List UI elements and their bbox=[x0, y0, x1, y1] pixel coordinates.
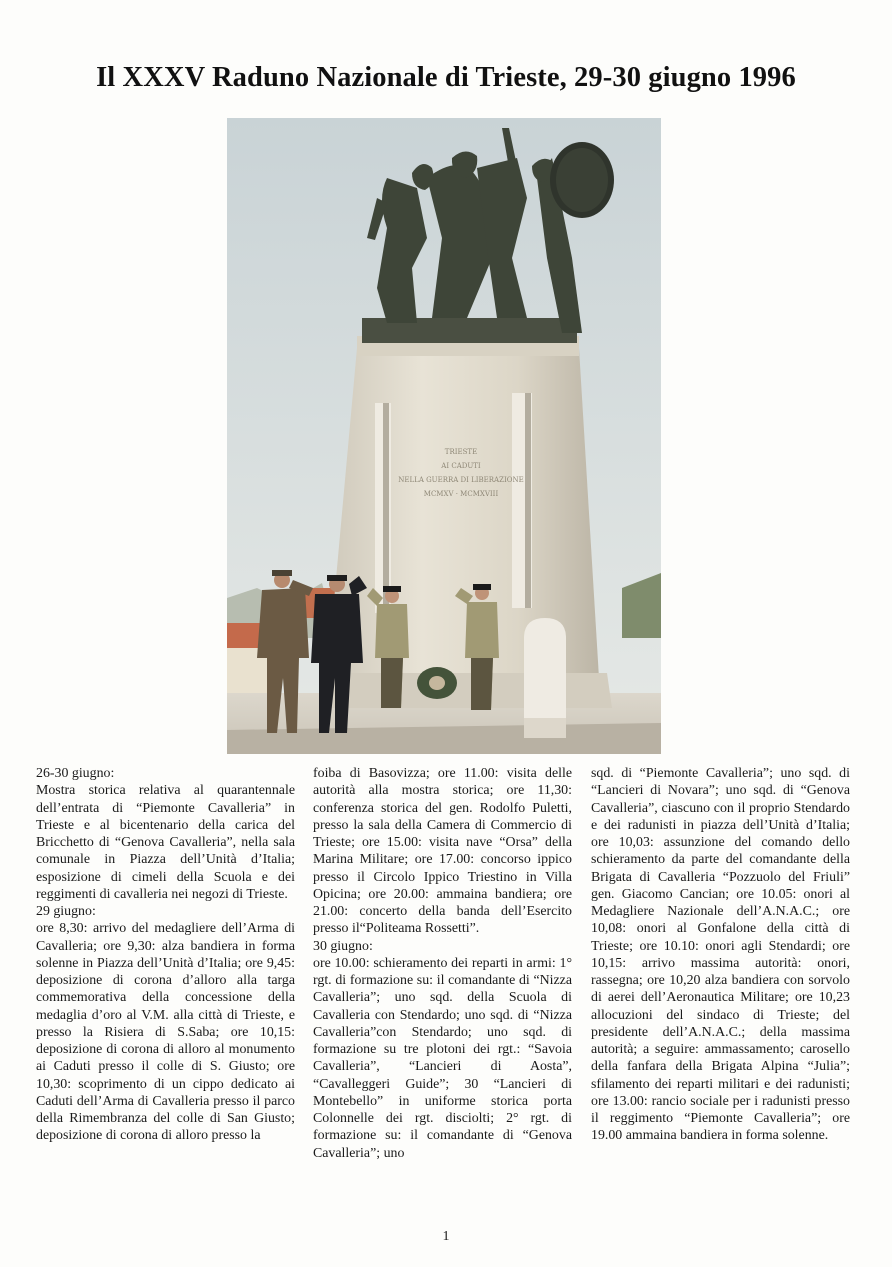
paragraph-29-june-continued: foiba di Basovizza; ore 11.00: visita delle autorità alla mostra storica; ore 11,30: conferenza storica del gen. Rodolfo Puletti, presso la sala della Camera di Commercio di Trieste; ore 15.00: visita nave “Orsa” della Marina Militare; ore 17.00: concorso ippico presso il Circolo Ippico Triestino in Villa Opicina; ore 20.00: ammaina bandiera; ore 21.00: concerto della banda dell’Esercito presso il“Politeama Rossetti”. bbox=[313, 766, 572, 937]
text-column-3 bbox=[591, 765, 850, 1145]
date-heading-30-june: 30 giugno: bbox=[313, 938, 373, 954]
war-memorial-photo bbox=[227, 118, 661, 754]
text-column-1 bbox=[36, 765, 295, 1145]
inscription-line: MCMXV · MCMXVIII bbox=[423, 490, 499, 498]
text-column-2 bbox=[313, 765, 572, 1162]
paragraph-29-june-program: ore 8,30: arrivo del medagliere dell’Arma di Cavalleria; ore 9,30: alza bandiera in forma solenne in Piazza dell’Unità d’Italia; ore 9,45: deposizione di corona d’alloro alla targa commemorativa della concessione della medaglia d’oro al V.M. alla città di Trieste, e presso la Risiera di S.Saba; ore 10,15: deposizione di corona di alloro al monumento ai Caduti presso il colle di S. Giusto; ore 10,30: scoprimento di un cippo dedicato ai Caduti dell’Arma di Cavalleria presso il parco della Rimembranza del colle di San Giusto; deposizione di corona di alloro presso la bbox=[36, 921, 295, 1144]
inscription-line: AI CADUTI bbox=[441, 462, 481, 470]
date-heading-26-30-june: 26-30 giugno: bbox=[36, 766, 115, 781]
photo-illustration bbox=[227, 118, 661, 754]
page-number: 1 bbox=[442, 1229, 450, 1244]
paragraph-30-june-continued: sqd. di “Piemonte Cavalleria”; uno sqd. di “Lancieri di Novara”; uno sqd. di “Genova Cavalleria”, ciascuno con il proprio Stendardo e dei radunisti in piazza dell’Unità d’Italia; ore 10,03: assunzione del comando dello schieramento da parte del comandante della Brigata di Cavalleria “Pozzuolo del Friuli” gen. Giacomo Cancian; ore 10.05: onori al Medagliere Nazionale dell’A.N.A.C.; ore 10,08: onori al Gonfalone della città di Trieste; ore 10.10: onori agli Stendardi; ore 10,15: arrivo massima autorità: onori, rassegna; ore 10,20 alza bandiera con sorvolo di aerei dell’Aeronautica Militare; ore 10,23 allocuzioni del sindaco di Trieste; del presidente dell’A.N.A.C.; della massima autorità; a seguire: ammassamento; carosello della fanfara della Brigata Alpina “Julia”; sfilamento dei reparti militari e dei radunisti; ore 13.00: rancio sociale per i radunisti presso il reggimento “Piemonte Cavalleria”; ore 19.00 ammaina bandiera in forma solenne. bbox=[591, 766, 850, 1144]
page-title: Il XXXV Raduno Nazionale di Trieste, 29-30 giugno 1996 bbox=[96, 62, 796, 93]
date-heading-29-june: 29 giugno: bbox=[36, 904, 96, 919]
inscription-line: TRIESTE bbox=[444, 448, 478, 456]
paragraph-30-june-program: ore 10.00: schieramento dei reparti in armi: 1° rgt. di formazione su: il comandante di “Nizza Cavalleria”; uno sqd. della Scuola di Cavalleria con Stendardo; uno sqd. di “Nizza Cavalleria”con Stendardo; uno sqd. di formazione su tre plotoni dei rgt.: “Savoia Cavalleria”, “Lancieri di Aosta”, “Cavalleggeri Guide”; 30 “Lancieri di Montebello” in uniforme storica porta Colonnelle dei rgt. disciolti; 2° rgt. di formazione su: il comandante di “Genova Cavalleria”; uno bbox=[313, 955, 572, 1161]
inscription-line: NELLA GUERRA DI LIBERAZIONE bbox=[398, 476, 524, 484]
paragraph-exhibition: Mostra storica relativa al quarantennale dell’entrata di “Piemonte Cavalleria” in Trieste e al bicentenario della carica del Bricchetto di “Genova Cavalleria”, nella sala comunale in Piazza dell’Unità d’Italia; esposizione di cimeli della Scuola e dei reggimenti di cavalleria nei negozi di Trieste. bbox=[36, 783, 295, 902]
